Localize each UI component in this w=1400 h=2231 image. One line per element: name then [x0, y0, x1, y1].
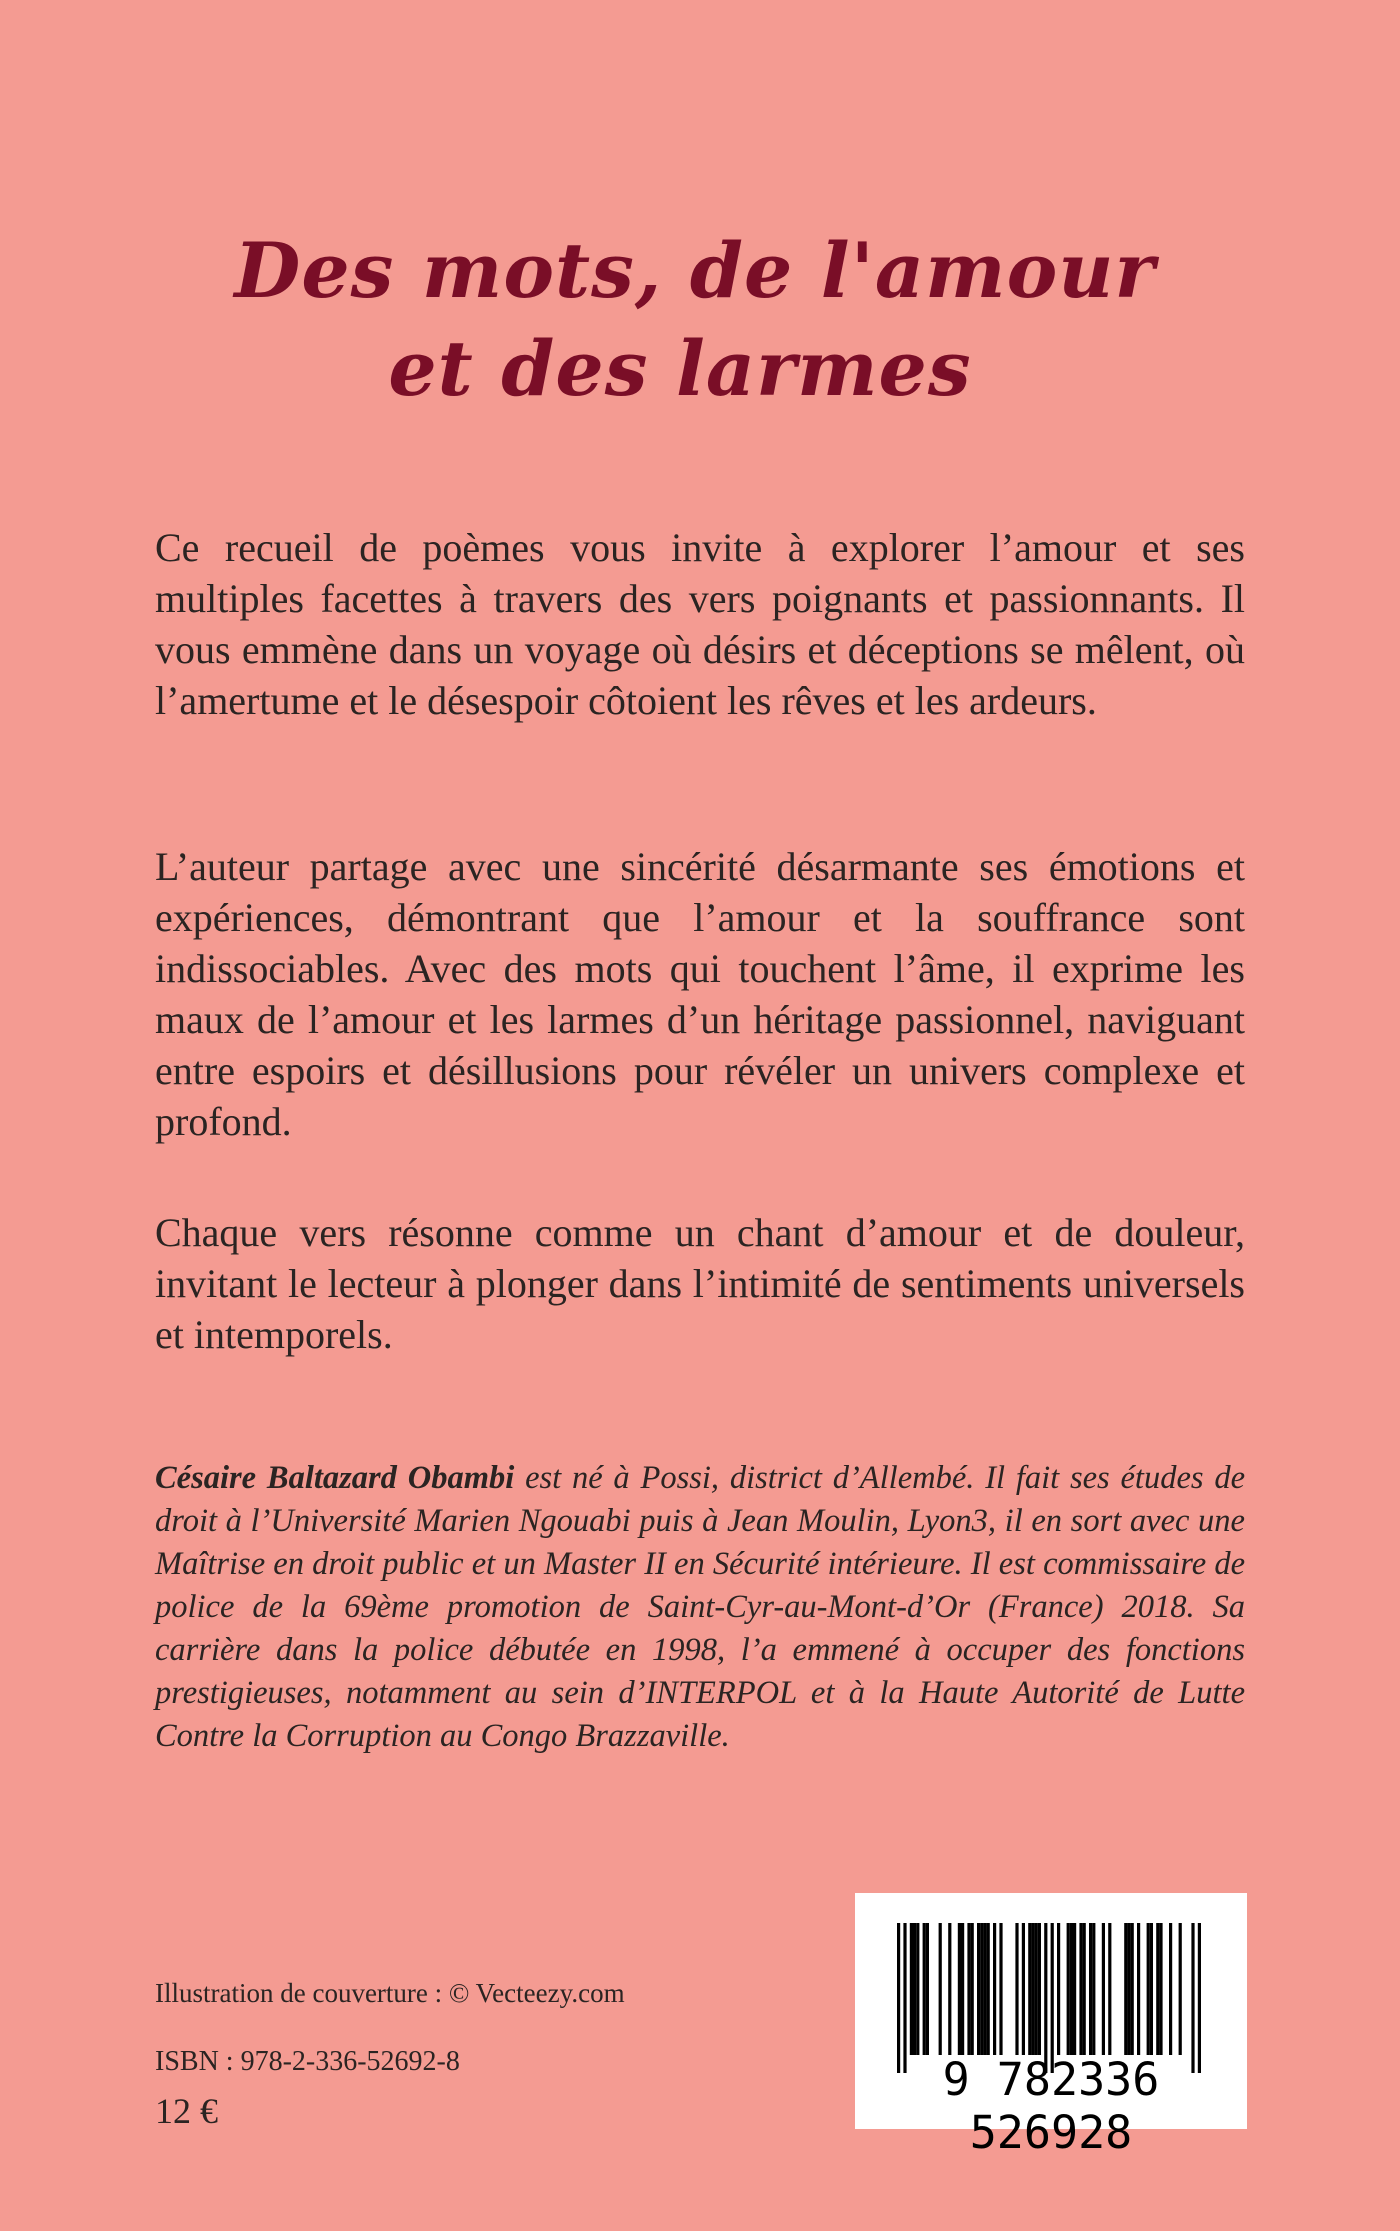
- barcode-bar: [1051, 1923, 1054, 2073]
- barcode-bar: [1169, 1923, 1172, 2055]
- barcode-bar: [913, 1923, 916, 2055]
- barcode-bar: [999, 1923, 1002, 2055]
- barcode-bar: [1191, 1923, 1194, 2073]
- barcode-bar: [897, 1923, 900, 2073]
- barcode-bar: [958, 1923, 961, 2055]
- barcode-bar: [926, 1923, 929, 2055]
- author-bio: [155, 1457, 1245, 1758]
- barcode-bar: [971, 1923, 974, 2055]
- barcode-bar: [1028, 1923, 1031, 2055]
- barcode-bar: [1079, 1923, 1082, 2055]
- blurb-paragraph-3: Chaque vers résonne comme un chant d’amour et de douleur, invitant le lecteur à plonger dans l’intimité de sentiments universels et intemporels.: [155, 1210, 1245, 1357]
- barcode-bar: [1159, 1923, 1162, 2055]
- barcode-bar: [993, 1923, 996, 2055]
- isbn: ISBN : 978-2-336-52692-8: [155, 2046, 460, 2077]
- barcode-bar: [1092, 1923, 1095, 2055]
- barcode-bar: [1156, 1923, 1159, 2055]
- barcode-bar: [980, 1923, 983, 2055]
- barcode-bar: [1089, 1923, 1092, 2055]
- barcode-bar: [948, 1923, 951, 2055]
- barcode-bar: [923, 1923, 926, 2055]
- barcode-bar: [1031, 1923, 1034, 2055]
- book-title: [0, 222, 1400, 418]
- barcode-bar: [987, 1923, 990, 2055]
- barcode-bar: [1015, 1923, 1018, 2055]
- barcode-bar: [1124, 1923, 1127, 2055]
- barcode-bar: [1022, 1923, 1025, 2055]
- barcode-bar: [1070, 1923, 1073, 2055]
- barcode-digits: 9 782336 526928: [942, 2053, 1160, 2159]
- blurb-paragraph-2: L’auteur partage avec une sincérité désarmante ses émotions et expériences, démontrant que l’amour et la souffrance sont indissociables. Avec des mots qui touchent l’âme, il exprime les maux de l’amour et les larmes d’un héritage passionnel, naviguant entre espoirs et désillusions pour révéler un univers complexe et profond.: [155, 844, 1245, 1144]
- barcode-bar: [910, 1923, 913, 2055]
- barcode-bar: [1150, 1923, 1153, 2055]
- barcode-bar: [1083, 1923, 1086, 2055]
- book-title-line-2: et des larmes: [388, 324, 972, 413]
- author-name: Césaire Baltazard Obambi: [155, 1460, 515, 1496]
- book-title-line-1: Des mots, de l'amour: [234, 226, 1156, 315]
- barcode-bar: [1102, 1923, 1105, 2055]
- barcode-bar: [977, 1923, 980, 2055]
- barcode-bar: [961, 1923, 964, 2055]
- barcode: [855, 1893, 1247, 2159]
- author-bio-text: est né à Possi, district d’Allembé. Il fait ses études de droit à l’Université Marien Ngouabi puis à Jean Moulin, Lyon3, il en sort avec une Maîtrise en droit public et un Master II en Sécurité intérieure. Il est commissaire de police de la 69ème promotion de Saint-Cyr-au-Mont-d’Or (France) 2018. Sa carrière dans la police débutée en 1998, l’a emmené à occuper des fonctions prestigieuses, notamment au sein d’INTERPOL et à la Haute Autorité de Lutte Contre la Corruption au Congo Brazzaville.: [155, 1460, 1245, 1754]
- barcode-bar: [903, 1923, 906, 2073]
- barcode-bar: [916, 1923, 919, 2055]
- blurb-paragraph-1: Ce recueil de poèmes vous invite à explorer l’amour et ses multiples facettes à travers des vers poignants et passionnants. Il vous emmène dans un voyage où désirs et déceptions se mêlent, où l’amertume et le désespoir côtoient les rêves et les ardeurs.: [155, 525, 1245, 723]
- barcode-bar: [1127, 1923, 1130, 2055]
- illustration-credit: Illustration de couverture : © Vecteezy.com: [155, 1978, 625, 2008]
- barcode-bar: [1137, 1923, 1140, 2055]
- barcode-bar: [1044, 1923, 1047, 2073]
- barcode-bar: [1147, 1923, 1150, 2055]
- price: 12 €: [155, 2091, 218, 2131]
- barcode-bar: [1035, 1923, 1038, 2055]
- barcode-bar: [1108, 1923, 1111, 2055]
- barcode-bar: [1067, 1923, 1070, 2055]
- barcode-bar: [1038, 1923, 1041, 2055]
- barcode-bar: [1179, 1923, 1182, 2055]
- barcode-bar: [1073, 1923, 1076, 2055]
- barcode-bar: [1057, 1923, 1060, 2055]
- barcode-bar: [967, 1923, 970, 2055]
- barcode-bar: [939, 1923, 942, 2055]
- barcode-bar: [983, 1923, 986, 2055]
- barcode-bar: [1198, 1923, 1201, 2073]
- barcode-bar: [1131, 1923, 1134, 2055]
